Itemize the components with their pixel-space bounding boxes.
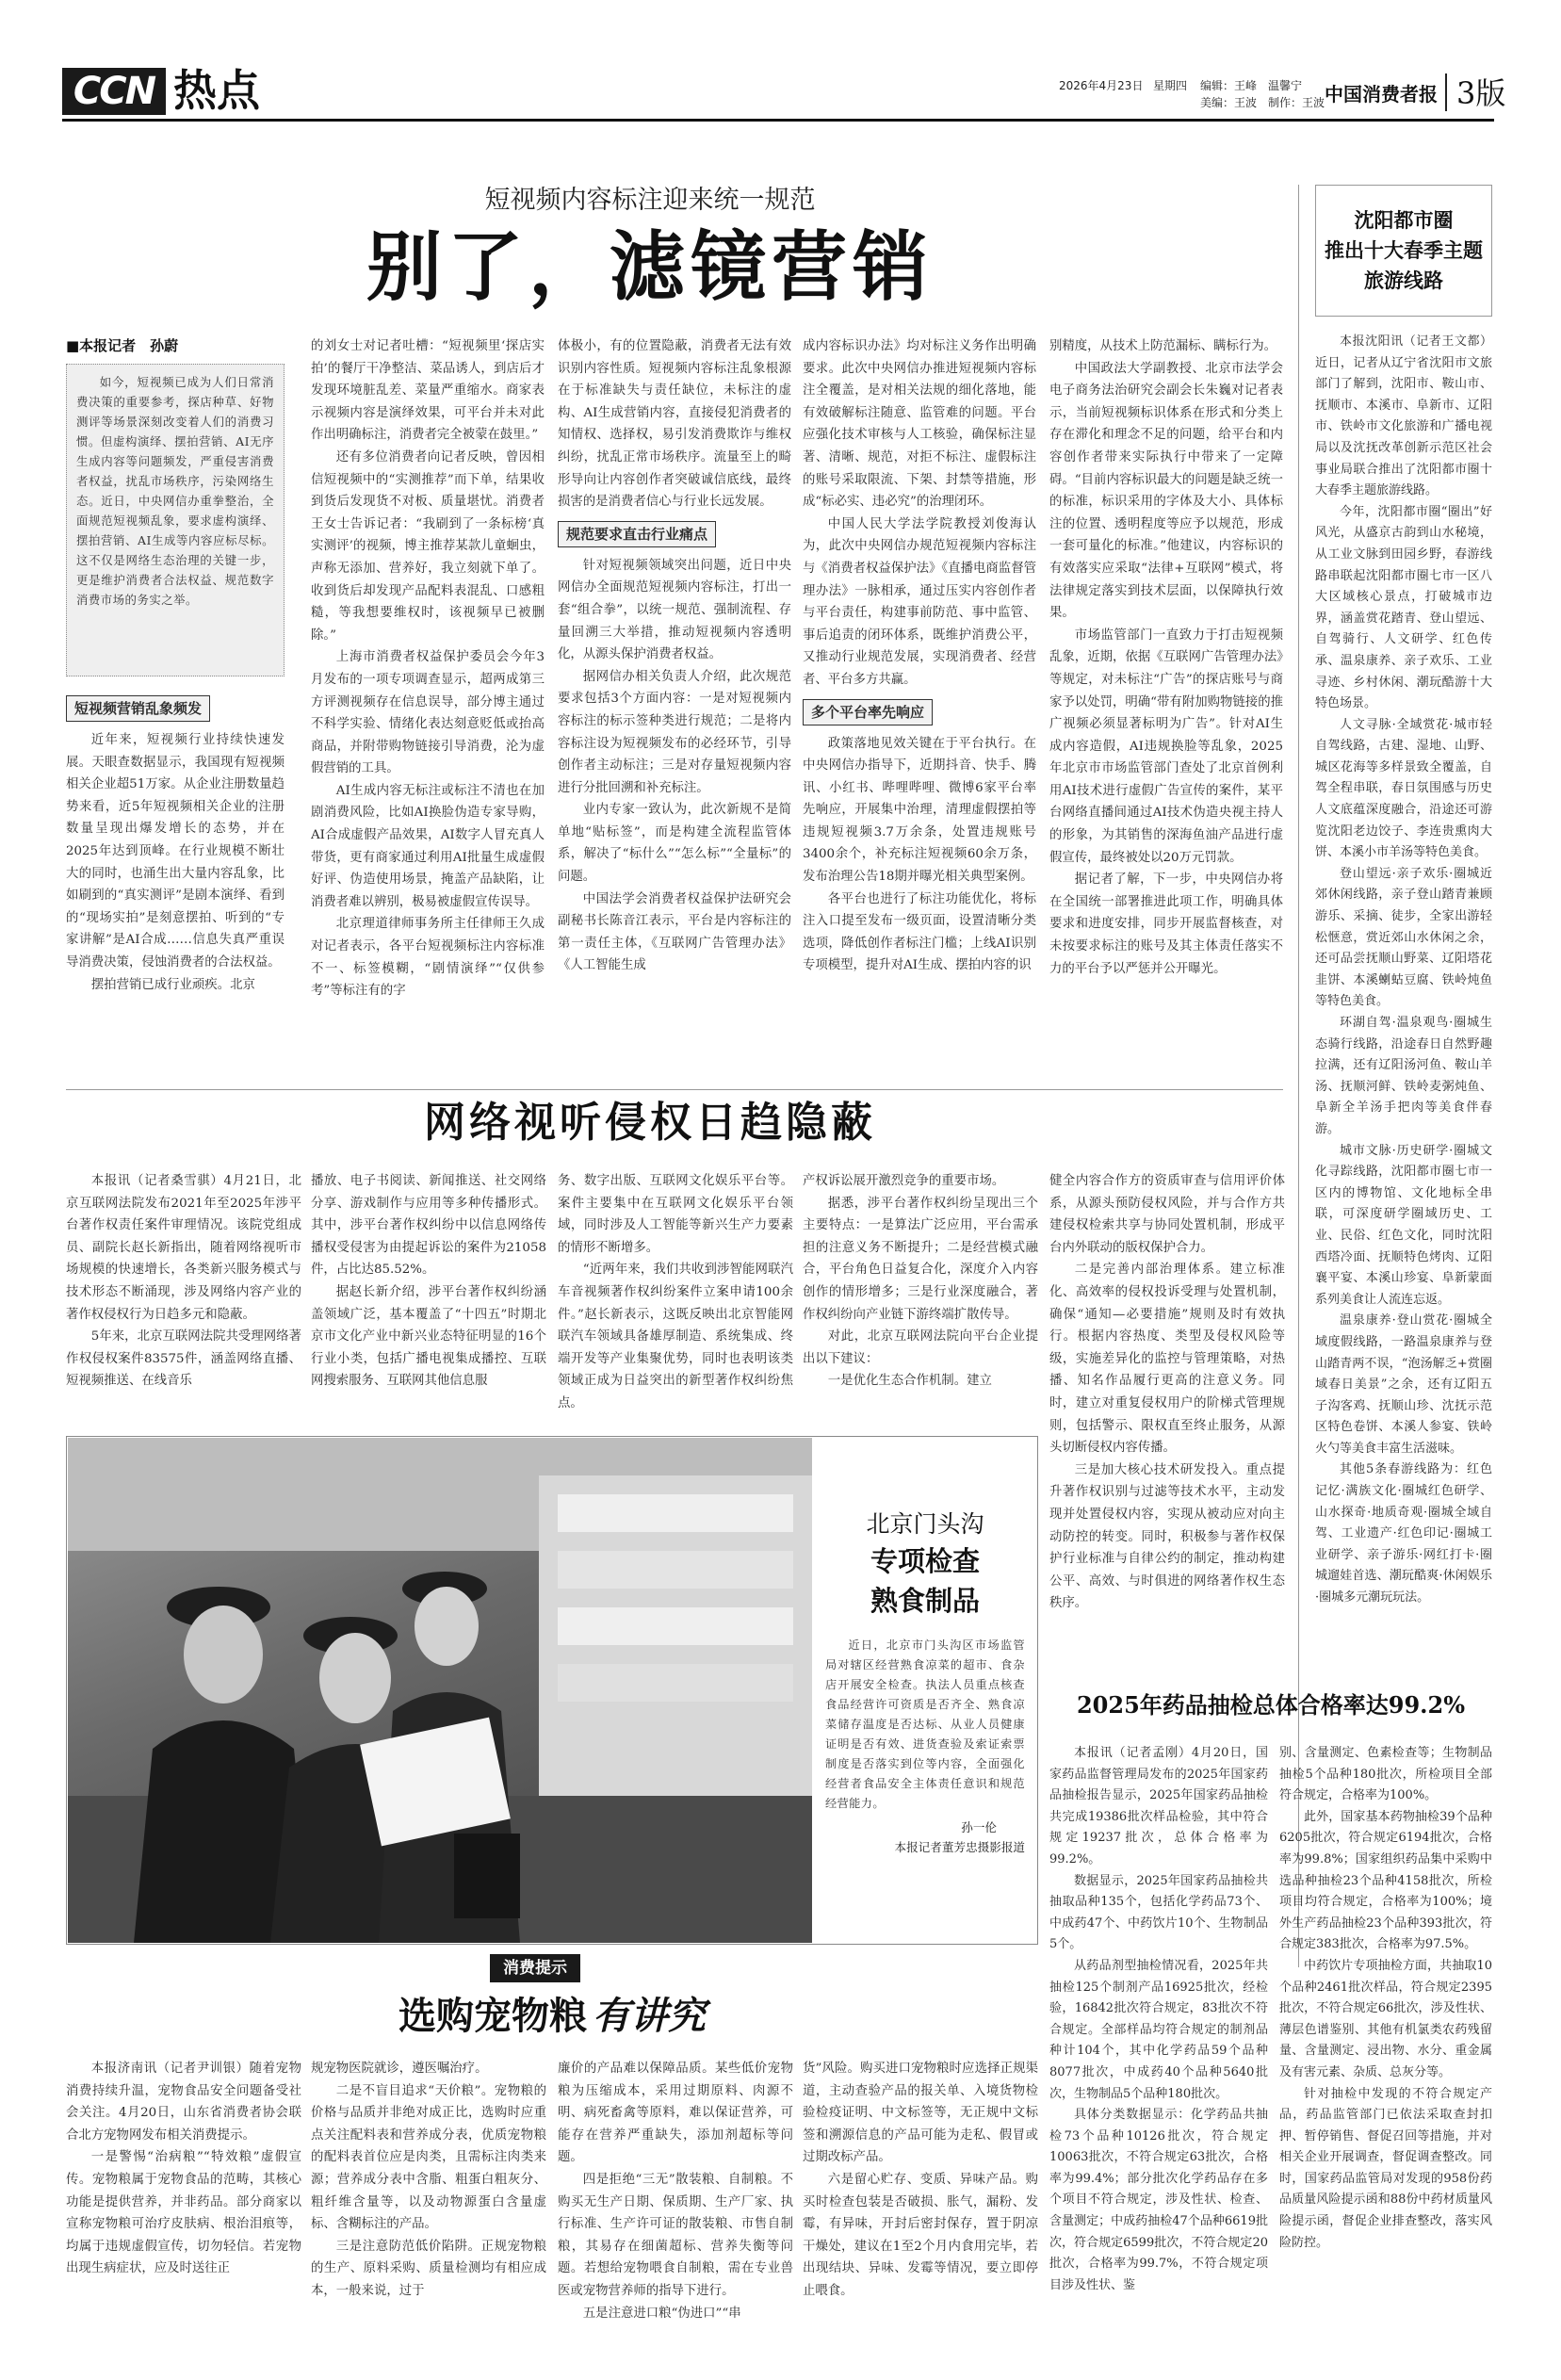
infringement-paragraph: 对此，北京互联网法院向平台企业提出以下建议： — [803, 1329, 1038, 1366]
pet-paragraph: 四是拒绝“三无”散装粮、自制粮。不购买无生产日期、保质期、生产厂家、执行标准、生产许可证的散装粮、市售自制粮，其易存在细菌超标、营养失衡等问题。若想给宠物喂食自制粮，需在专业兽医或宠物营养师的指导下进行。 — [558, 2172, 793, 2298]
photo-news-credit: 本报记者董芳忠摄影报道 — [894, 1840, 1025, 1854]
masthead-weekday: 星期四 — [1153, 79, 1188, 92]
sidebar-title-box — [1315, 185, 1492, 317]
sidebar-paragraph: 环湖自驾·温泉观鸟·圈城生态骑行线路，沿途春日自然野趣拉满，还有辽阳汤河鱼、鞍山羊汤、抚顺河鲜、铁岭麦粥炖鱼、阜新全羊汤手把肉等美食伴春游。 — [1315, 1016, 1492, 1136]
pet-col1 — [66, 2058, 301, 2335]
section-rule — [66, 1089, 1283, 1090]
lead-paragraph: AI生成内容无标注或标注不清也在加剧消费风险，比如AI换脸伪造专家导购，AI合成虚假产品效果，AI数字人冒充真人带货，更有商家通过利用AI批量生成虚假好评、伪造使用场景，掩盖产品缺陷，让消费者难以辨别，极易被虚假宣传误导。 — [311, 783, 545, 909]
masthead-paper-name: 中国消费者报 — [1325, 83, 1438, 106]
pet-paragraph: 货”风险。购买进口宠物粮时应选择正规渠道，主动查验产品的报关单、入境货物检验检疫证明、中文标签等，无正规中文标签和溯源信息的产品可能为走私、假冒或过期改标产品。 — [803, 2062, 1038, 2165]
lead-paragraph: 中国政法大学副教授、北京市法学会电子商务法治研究会副会长朱巍对记者表示，当前短视频标识体系在形式和分类上存在滞化和理念不足的问题，给平台和内容创作者带来实际执行中带来了一定障碍。“目前内容标识最大的问题是缺乏统一的标准，标识采用的字体及大小、具体标注的位置、透明程度等应予以规范，形成一套可量化的标准。”他建议，内容标识的有效落实应采取“法律+互联网”模式，将法律规定落实到技术层面，以保障执行效果。 — [1049, 361, 1283, 621]
lead-paragraph: 上海市消费者权益保护委员会今年3月发布的一项专项调查显示，超两成第三方评测视频存在信息误导，部分博主通过不科学实验、情绪化表达刻意贬低或抬高商品，并附带购物链接引导消费，沦为虚假营销的工具。 — [311, 650, 545, 776]
infringement-col5 — [1049, 1170, 1285, 1679]
photo-news-title-line: 熟食制品 — [870, 1585, 980, 1617]
lead-subhead-2: 规范要求直击行业痛点 — [558, 521, 716, 547]
photo-news-text: 近日，北京市门头沟区市场监管局对辖区经营熟食凉菜的超市、食杂店开展安全检查。执法人员重点核查食品经营许可资质是否齐全、熟食凉菜储存温度是否达标、从业人员健康证明是否有效、进货查验及索证索票制度是否落实到位等内容，全面强化经营者食品安全主体责任意识和规范经营能力。 — [825, 1638, 1025, 1810]
inspection-photo-illustration — [68, 1438, 812, 1943]
sidebar-paragraph: 其他5条春游线路为：红色记忆·满族文化·圈城红色研学、山水探奇·地质奇观·圈城全域自驾、工业遗产·红色印记·圈城工业研学、亲子游乐·网红打卡·圈城遛娃首选、潮玩酷爽·休闲娱乐·圈城多元潮玩玩法。 — [1315, 1462, 1492, 1606]
infringement-paragraph: 播放、电子书阅读、新闻推送、社交网络分享、游戏制作与应用等多种传播形式。其中，涉平台著作权纠纷中以信息网络传播权受侵害为由提起诉讼的案件为21058件，占比达85.52%。 — [311, 1174, 546, 1278]
lead-paragraph: 针对短视频领域突出问题，近日中央网信办全面规范短视频内容标注，打出一套“组合拳”，以统一规范、强制流程、存量回溯三大举措，推动短视频内容透明化，从源头保护消费者权益。 — [558, 558, 791, 662]
masthead-editors-line1: 编辑：王峰 温馨宁 — [1200, 79, 1303, 92]
lead-paragraph: 中国人民大学法学院教授刘俊海认为，此次中央网信办规范短视频内容标注与《消费者权益保护法》《直播电商监督管理办法》一脉相承，通过压实内容创作者与平台责任，构建事前防范、事中监管、事后追责的闭环体系，既维护消费公平，又推动行业规范发展，实现消费者、经营者、平台多方共赢。 — [803, 516, 1036, 687]
infringement-paragraph: 据悉，涉平台著作权纠纷呈现出三个主要特点：一是算法广泛应用，平台需承担的注意义务不断提升；二是经营模式融合，平台角色日益复合化，深度介入内容创作的情形增多；三是行业深度融合，著作权纠纷向产业链下游终端扩散传导。 — [803, 1196, 1038, 1322]
lead-paragraph: 据记者了解，下一步，中央网信办将在全国统一部署推进此项工作，明确具体要求和进度安排，同步开展监督核查，对未按要求标注的账号及其主体责任落实不力的平台予以严惩并公开曝光。 — [1049, 872, 1283, 976]
infringement-col4 — [803, 1170, 1038, 1432]
pet-col2 — [311, 2058, 546, 2335]
sidebar-paragraph: 登山望远·亲子欢乐·圈城近郊休闲线路，亲子登山踏青兼顾游乐、采摘、徒步，全家出游轻松惬意，赏近郊山水休闲之余，还可品尝抚顺山野菜、辽阳塔花韭饼、本溪蝲蛄豆腐、铁岭炖鱼等特色美食。 — [1315, 866, 1492, 1009]
drug-col2 — [1279, 1743, 1492, 2327]
infringement-paragraph: 健全内容合作方的资质审查与信用评价体系，从源头预防侵权风险，并与合作方共建侵权检索共享与协同处置机制，形成平台内外联动的版权保护合力。 — [1049, 1174, 1285, 1255]
lead-byline: ■本报记者 孙蔚 — [66, 337, 179, 354]
masthead — [62, 65, 1506, 121]
lead-paragraph: 政策落地见效关键在于平台执行。在中央网信办指导下，近期抖音、快手、腾讯、小红书、哔哩哔哩、微博6家平台率先响应，开展集中治理，清理虚假摆拍等违规短视频3.7万余条，处置违规账号3400余个，补充标注短视频60余万条，发布治理公告18期并曝光相关典型案例。 — [803, 736, 1036, 885]
lead-paragraph: 据网信办相关负责人介绍，此次规范要求包括3个方面内容：一是对短视频内容标注的标示签种类进行规范；二是将内容标注设为短视频发布的必经环节，引导创作者主动标注；三是对存量短视频内容进行分批回溯和补充标注。 — [558, 669, 791, 795]
lead-col1 — [66, 688, 285, 1178]
infringement-paragraph: 5年来，北京互联网法院共受理网络著作权侵权案件83575件，涵盖网络直播、短视频推送、在线音乐 — [66, 1329, 301, 1389]
masthead-section: 热点 — [173, 65, 260, 116]
infringement-headline: 网络视听侵权日趋隐蔽 — [424, 1099, 876, 1147]
inspection-photo — [68, 1438, 812, 1943]
sidebar-title-line: 沈阳都市圈 — [1354, 208, 1454, 232]
pet-col4 — [803, 2058, 1038, 2335]
lead-paragraph: 业内专家一致认为，此次新规不是简单地“贴标签”，而是构建全流程监管体系，解决了“标什么”“怎么标”“全量标”的问题。 — [558, 803, 791, 885]
sidebar-paragraph: 温泉康养·登山赏花·圈城全域度假线路，一路温泉康养与登山踏青两不误，“泡汤解乏+赏圈域春日美景”之余，还有辽阳五子沟客鸡、抚顺山珍、沈抚示范区特色卷饼、本溪人参宴、铁岭火勺等美食丰富生活滋味。 — [1315, 1313, 1492, 1456]
pet-paragraph: 二是不盲目追求“天价粮”。宠物粮的价格与品质并非绝对成正比，选购时应重点关注配料表和营养成分表，优质宠物粮的配料表首位应是肉类，且需标注肉类来源；营养成分表中含脂、粗蛋白粗灰分、粗纤维含量等，以及动物源蛋白含量虚标、含糊标注的产品。 — [311, 2083, 546, 2232]
photo-news-caption — [825, 1508, 1025, 1932]
sidebar-paragraph: 城市文脉·历史研学·圈城文化寻踪线路，沈阳都市圈七市一区内的博物馆、文化地标全串联，可深度研学圈域历史、工业、民俗、红色文化，同时沈阳西塔冷面、抚顺特色烤肉、辽阳襄平宴、本溪山珍宴、阜新蒙面系列美食让人流连忘返。 — [1315, 1143, 1492, 1307]
lead-kicker: 短视频内容标注迎来统一规范 — [484, 186, 816, 215]
drug-paragraph: 针对抽检中发现的不符合规定产品，药品监管部门已依法采取查封扣押、暂停销售、督促召回等措施，并对相关企业开展调查，督促调查整改。同时，国家药品监管局对发现的958份药品质量风险提示函和88份中药材质量风险提示函，督促企业排查整改，落实风险防控。 — [1279, 2086, 1492, 2250]
pet-tag: 消费提示 — [490, 1954, 580, 1982]
infringement-paragraph: “近两年来，我们共收到涉智能网联汽车音视频著作权纠纷案件立案申请100余件。”赵长新表示，这既反映出北京智能网联汽车领域具备雄厚制造、系统集成、终端开发等产业集聚优势，同时也表明该类领域正成为日益突出的新型著作权纠纷焦点。 — [558, 1263, 793, 1410]
lead-paragraph: 的刘女士对记者吐槽：“短视频里‘探店实拍’的餐厅干净整洁、菜品诱人，到店后才发现环境脏乱差、菜量严重缩水。商家表示视频内容是演绎效果，可平台并未对此作出明确标注，消费者完全被蒙在鼓里。” — [311, 339, 545, 443]
lead-paragraph: 北京理道律师事务所主任律师王久成对记者表示，各平台短视频标注内容标准不一、标签模糊，“剧情演绎”“仅供参考”等标注有的字 — [311, 917, 545, 999]
lead-paragraph: 各平台也进行了标注功能优化，将标注入口提至发布一级页面，设置清晰分类选项，降低创作者标注门槛；上线AI识别专项模型，提升对AI生成、摆拍内容的识 — [803, 891, 1036, 973]
pet-paragraph: 一是警惕“治病粮”“特效粮”虚假宣传。宠物粮属于宠物食品的范畴，其核心功能是提供营养，并非药品。部分商家以宣称宠物粮可治疗皮肤病、根治泪痕等，均属于违规虚假宣传，切勿轻信。若宠物出现生病症状，应及时送往正 — [66, 2150, 301, 2276]
drug-headline: 2025年药品抽检总体合格率达99.2% — [1076, 1691, 1466, 1719]
lead-col5 — [1049, 335, 1283, 1180]
drug-paragraph: 从药品剂型抽检情况看，2025年共抽检125个制剂产品16925批次，经检验，16842批次符合规定，83批次不符合规定。全部样品均符合规定的制剂品种计104个，其中化学药品59个品种8077批次，中成药40个品种5640批次，生物制品5个品种180批次。 — [1049, 1958, 1268, 2101]
drug-col1 — [1049, 1743, 1268, 2327]
lead-col3 — [558, 335, 791, 1180]
photo-news-title-line: 专项检查 — [870, 1545, 980, 1577]
pet-paragraph: 本报济南讯（记者尹训银）随着宠物消费持续升温，宠物食品安全问题备受社会关注。4月20日，山东省消费者协会联合北方宠物网发布相关消费提示。 — [66, 2062, 301, 2143]
infringement-col3 — [558, 1170, 793, 1432]
masthead-divider — [1445, 73, 1447, 111]
infringement-col1 — [66, 1170, 301, 1432]
lead-paragraph: 中国法学会消费者权益保护法研究会副秘书长陈音江表示，平台是内容标注的第一责任主体，《互联网广告管理办法》《人工智能生成 — [558, 891, 791, 973]
drug-paragraph: 具体分类数据显示：化学药品共抽检73个品种10126批次，符合规定10063批次，不符合规定63批次，合格率为99.4%；部分批次化学药品存在多个项目不符合规定，涉及性状、检查、含量测定；中成药抽检47个品种6619批次，符合规定6599批次，不符合规定20批次，合格率为99.7%，不符合规定项目涉及性状、鉴 — [1049, 2108, 1268, 2292]
masthead-editors-line2: 美编：王波 制作：王波 — [1200, 96, 1325, 109]
pet-paragraph: 六是留心贮存、变质、异味产品。购买时检查包装是否破损、胀气，漏粉、发霉，有异味，开封后密封保存，置于阴凉干燥处，建议在1至2个月内食用完毕，若出现结块、异味、发霉等情况，要立即停止喂食。 — [803, 2172, 1038, 2298]
infringement-col2 — [311, 1170, 546, 1432]
sidebar-body — [1315, 332, 1492, 1971]
infringement-paragraph: 一是优化生态合作机制。建立 — [827, 1374, 992, 1389]
drug-paragraph: 别、含量测定、色素检查等；生物制品抽检5个品种180批次，所检项目全部符合规定，合格率为100%。 — [1279, 1746, 1492, 1803]
infringement-paragraph: 产权诉讼展开激烈竞争的重要市场。 — [803, 1174, 1005, 1188]
lead-paragraph: 摆拍营销已成行业顽疾。北京 — [90, 977, 255, 992]
infringement-paragraph: 据赵长新介绍，涉平台著作权纠纷涵盖领域广泛，基本覆盖了“十四五”时期北京市文化产业中新兴业态特征明显的16个行业小类，包括广播电视集成播控、互联网搜索服务、互联网其他信息服 — [311, 1284, 546, 1389]
pet-paragraph: 五是注意进口粮“伪进口”“串 — [582, 2306, 741, 2321]
sidebar-title-line: 推出十大春季主题 — [1325, 238, 1483, 262]
lead-summary-text: 如今，短视频已成为人们日常消费决策的重要参考，探店种草、好物测评等场景深刻改变着人们的消费习惯。但虚构演绎、摆拍营销、AI无序生成内容等问题频发，严重侵害消费者权益，扰乱市场秩序，污染网络生态。近日，中央网信办重拳整治，全面规范短视频乱象，要求虚构演绎、摆拍营销、AI生成等内容应标尽标。这不仅是网络生态治理的关键一步，更是维护消费者合法权益、规范数字消费市场的务实之举。 — [76, 375, 274, 607]
lead-paragraph: 还有多位消费者向记者反映，曾因相信短视频中的“实测推荐”而下单，结果收到货后发现货不对板、质量堪忧。消费者王女士告诉记者：“我刷到了一条标榜‘真实测评’的视频，博主推荐某款儿童蛔虫，声称无添加、营养好，我立刻就下单了。收到货后却发现产品配料表混乱、口感粗糙，等我想要维权时，该视频早已被删除。” — [311, 449, 545, 643]
sidebar-title-line: 旅游线路 — [1364, 269, 1443, 292]
infringement-paragraph: 本报讯（记者桑雪骐）4月21日，北京互联网法院发布2021年至2025年涉平台著作权责任案件审理情况。该院党组成员、副院长赵长新指出，随着网络视听市场规模的快速增长，各类新兴服务模式与技术形态不断涌现，涉及网络内容产业的著作权侵权行为日趋多元和隐蔽。 — [66, 1174, 301, 1322]
drug-paragraph: 本报讯（记者孟刚）4月20日，国家药品监督管理局发布的2025年国家药品抽检报告显示，2025年国家药品抽检共完成19386批次样品检验，其中符合规定19237批次，总体合格率为99.2%。 — [1049, 1746, 1268, 1867]
lead-subhead-3: 多个平台率先响应 — [803, 699, 933, 725]
infringement-paragraph: 务、数字出版、互联网文化娱乐平台等。案件主要集中在互联网文化娱乐平台领域，同时涉及人工智能等新兴生产力要素的情形不断增多。 — [558, 1174, 793, 1255]
lead-subhead-1: 短视频营销乱象频发 — [66, 695, 210, 722]
pet-col3 — [558, 2058, 793, 2335]
pet-headline-main: 选购宠物粮 — [398, 1994, 587, 2038]
pet-paragraph: 规宠物医院就诊，遵医嘱治疗。 — [311, 2062, 488, 2076]
lead-paragraph: 成内容标识办法》均对标注义务作出明确要求。此次中央网信办推进短视频内容标注全覆盖，是对相关法规的细化落地，能有效破解标注随意、监管难的问题。平台应强化技术审核与人工核验，确保标注显著、清晰、规范，对拒不标注、虚假标注的账号采取限流、下架、封禁等措施，形成“标必实、违必究”的治理闭环。 — [803, 339, 1036, 510]
masthead-date: 2026年4月23日 — [1059, 79, 1144, 92]
lead-paragraph: 别精度，从技术上防范漏标、瞒标行为。 — [1049, 339, 1277, 353]
lead-col2 — [311, 335, 545, 1180]
photo-news-author: 孙一伦 — [961, 1820, 997, 1834]
pet-headline — [66, 1988, 1038, 2045]
lead-col4 — [803, 335, 1036, 1180]
pet-headline-accent: 有讲究 — [593, 1994, 706, 2038]
lead-headline: 别了，滤镜营销 — [366, 222, 934, 311]
lead-summary-box — [66, 364, 285, 677]
pet-paragraph: 廉价的产品难以保障品质。某些低价宠物粮为压缩成本，采用过期原料、肉源不明、病死畜禽等原料，难以保证营养，可能存在营养严重缺失，添加剂超标等问题。 — [558, 2062, 793, 2165]
infringement-paragraph: 三是加大核心技术研发投入。重点提升著作权识别与过滤等技术水平，主动发现并处置侵权内容，实现从被动应对向主动防控的转变。同时，积极参与著作权保护行业标准与自律公约的制定，推动构建公平、高效、与时俱进的网络著作权生态秩序。 — [1049, 1462, 1285, 1611]
lead-paragraph: 体极小，有的位置隐蔽，消费者无法有效识别内容性质。短视频内容标注乱象根源在于标准缺失与责任缺位，未标注的虚构、AI生成营销内容，直接侵犯消费者的知情权、选择权，易引发消费欺诈与维权纠纷，扰乱正常市场秩序。流量至上的畸形导向让内容创作者突破诚信底线，最终损害的是消费者信心与行业长远发展。 — [558, 339, 791, 510]
infringement-paragraph: 二是完善内部治理体系。建立标准化、高效率的侵权投诉受理与处置机制，确保“通知—必要措施”规则及时有效执行。根据内容热度、类型及侵权风险等级，实施差异化的监控与管理策略，对热播、知名作品履行更高的注意义务。同时，建立对重复侵权用户的阶梯式管理规则，包括警示、限权直至终止服务，从源头切断侵权内容传播。 — [1049, 1263, 1285, 1456]
sidebar-paragraph: 人文寻脉·全域赏花·城市轻自驾线路，古建、湿地、山野、城区花海等多样景致全覆盖，自驾全程串联，春日氛围感与历史人文底蕴深度融合，沿途还可游览沈阳老边饺子、李连贵熏肉大饼、本溪小市羊汤等特色美食。 — [1315, 717, 1492, 860]
photo-news-title-line: 北京门头沟 — [866, 1510, 984, 1538]
sidebar-paragraph: 本报沈阳讯（记者王文都）近日，记者从辽宁省沈阳市文旅部门了解到，沈阳市、鞍山市、抚顺市、本溪市、阜新市、辽阳市、铁岭市文化旅游和广播电视局以及沈抚改革创新示范区社会事业局联合推出了沈阳都市圈十大春季主题旅游线路。 — [1315, 334, 1492, 498]
masthead-page: 3版 — [1456, 75, 1506, 111]
drug-paragraph: 此外，国家基本药物抽检39个品种6205批次，符合规定6194批次，合格率为99.8%；国家组织药品集中采购中选品种抽检23个品种4158批次，所检项目均符合规定，合格率为100%；境外生产药品抽检23个品种393批次，符合规定383批次，合格率为97.5%。 — [1279, 1809, 1492, 1952]
pet-paragraph: 三是注意防范低价陷阱。正规宠物粮的生产、原料采购、质量检测均有相应成本，一般来说，过于 — [311, 2239, 546, 2298]
drug-paragraph: 数据显示，2025年国家药品抽检共抽取品种135个，包括化学药品73个、中成药47个、中药饮片10个、生物制品5个。 — [1049, 1873, 1268, 1952]
drug-paragraph: 中药饮片专项抽检方面，共抽取10个品种2461批次样品，符合规定2395批次，不符合规定66批次，涉及性状、薄层色谱鉴别、其他有机氯类农药残留量、含量测定、浸出物、水分、重金属及有害元素、杂质、总灰分等。 — [1279, 1958, 1492, 2079]
sidebar-paragraph: 今年，沈阳都市圈“圈出”好风光，从盛京古韵到山水秘境，从工业文脉到田园乡野，春游线路串联起沈阳都市圈七市一区八大区域核心景点，打破城市边界，涵盖赏花踏青、登山望远、自驾骑行、人文研学、红色传承、温泉康养、亲子欢乐、工业寻迹、乡村休闲、潮玩酷游十大特色场景。 — [1315, 504, 1492, 711]
lead-paragraph: 近年来，短视频行业持续快速发展。天眼查数据显示，我国现有短视频相关企业超51万家。从企业注册数量趋势来看，近5年短视频相关企业的注册数量呈现出爆发增长的态势，并在2025年达到顶峰。在行业规模不断壮大的同时，也涌生出大量内容乱象，比如刷到的“真实测评”是剧本演绎、看到的“现场实拍”是刻意摆拍、听到的“专家讲解”是AI合成……信息失真严重误导消费决策，侵蚀消费者的合法权益。 — [66, 733, 285, 970]
masthead-logo: CCN — [62, 68, 166, 115]
lead-paragraph: 市场监管部门一直致力于打击短视频乱象，近期，依据《互联网广告管理办法》等规定，对未标注“广告”的探店账号与商家予以处罚，明确“带有附加购物链接的推广视频必须显著标明为广告”。针对AI生成内容造假，AI违规换脸等乱象，2025年北京市市场监管部门查处了北京首例利用AI技术进行虚假广告宣传的案件，某平台网络直播间通过AI技术伪造央视主持人的形象，为其销售的深海鱼油产品进行虚假宣传，最终被处以20万元罚款。 — [1049, 628, 1283, 865]
masthead-rule — [62, 119, 1494, 122]
